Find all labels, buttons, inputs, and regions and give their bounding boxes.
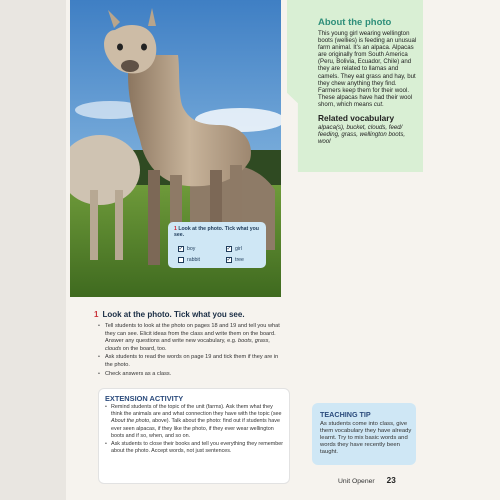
vocab-text: alpaca(s), bucket, clouds, feed/ feeding, grass, wellington boots, wool	[318, 124, 406, 146]
list-item-segment: Ask students to close their books and tell you everything they remember about the photo. Accept words, not just sentences.	[111, 441, 283, 455]
option-tree	[226, 257, 244, 263]
section-bullets	[98, 323, 286, 378]
teaching-tip-text: As students come into class, give them vocabulary they have already learnt. Try to mix basic words and words they have recently been taught.	[320, 421, 412, 455]
teaching-tip-title: TEACHING TIP	[320, 410, 371, 419]
about-text-segment: .	[382, 100, 384, 108]
page-footer	[338, 476, 396, 485]
about-text	[318, 30, 418, 108]
checkbox-icon	[178, 257, 184, 263]
list-item	[98, 354, 286, 369]
task-title	[174, 226, 262, 238]
list-item-segment: Check answers as a class.	[105, 370, 172, 377]
vocab-title: Related vocabulary	[318, 113, 395, 124]
task-title-text: Look at the photo. Tick what you see.	[174, 226, 259, 238]
about-title: About the photo	[318, 17, 392, 28]
option-boy	[178, 246, 195, 252]
checkbox-icon: ✓	[178, 246, 184, 252]
about-text-segment: This young girl wearing wellington boots (wellies) is feeding an unusual farm animal. It's an alpaca. Alpacas are originally from South America (Peru, Bolivia, Ecuador, Chile) and they are related to llamas and camels. They eat grass and hay, but they chew anything they find. Farmers keep them for their wool. These alpacas have had their wool shorn, which means	[318, 30, 417, 108]
task-number: 1	[174, 226, 177, 232]
list-item-segment: , above). Talk about the photo: find out if students have ever seen alpacas, if they like the photo, if they ever wear wellington boots and if so, when, and so on.	[111, 418, 280, 439]
list-item-segment: boots, grass, clouds	[105, 338, 271, 352]
teaching-tip-box	[312, 403, 416, 465]
option-label: boy	[187, 246, 196, 252]
extension-bullets	[105, 404, 283, 456]
section-heading	[94, 310, 286, 319]
footer-section: Unit Opener	[338, 478, 375, 485]
list-item-segment: Remind students of the topic of the unit (farms). Ask them what they think the animals are and what connection they have with the topic (see	[111, 404, 282, 418]
option-label: rabbit	[187, 257, 200, 263]
list-item-segment: on the board, too.	[121, 345, 167, 352]
list-item-segment: Tell students to look at the photo on pages 18 and 19 and tell you what they can see. Elicit ideas from the class and write them on the board. Answer any questions and write new vocabulary, e.g.	[105, 323, 280, 345]
list-item	[98, 371, 286, 379]
option-label: tree	[235, 257, 244, 263]
option-rabbit	[178, 257, 200, 263]
section-heading-text: Look at the photo. Tick what you see.	[102, 310, 245, 319]
list-item	[105, 404, 283, 440]
extension-activity-box	[98, 388, 290, 484]
list-item-segment: Ask students to read the words on page 19 and tick them if they are in the photo.	[105, 354, 279, 368]
checkbox-icon: ✓	[226, 257, 232, 263]
section-number: 1	[94, 310, 99, 319]
extension-title: EXTENSION ACTIVITY	[105, 394, 184, 403]
about-content	[318, 17, 418, 145]
option-girl	[226, 246, 242, 252]
list-item-segment: About the photo	[111, 418, 150, 425]
section-1	[94, 310, 286, 379]
page-margin	[0, 0, 66, 500]
task-box	[168, 222, 266, 268]
list-item	[105, 441, 283, 455]
list-item	[98, 323, 286, 353]
checkbox-icon: ✓	[226, 246, 232, 252]
about-text-segment: cut	[373, 100, 383, 108]
option-label: girl	[235, 246, 242, 252]
page-number: 23	[386, 476, 396, 485]
